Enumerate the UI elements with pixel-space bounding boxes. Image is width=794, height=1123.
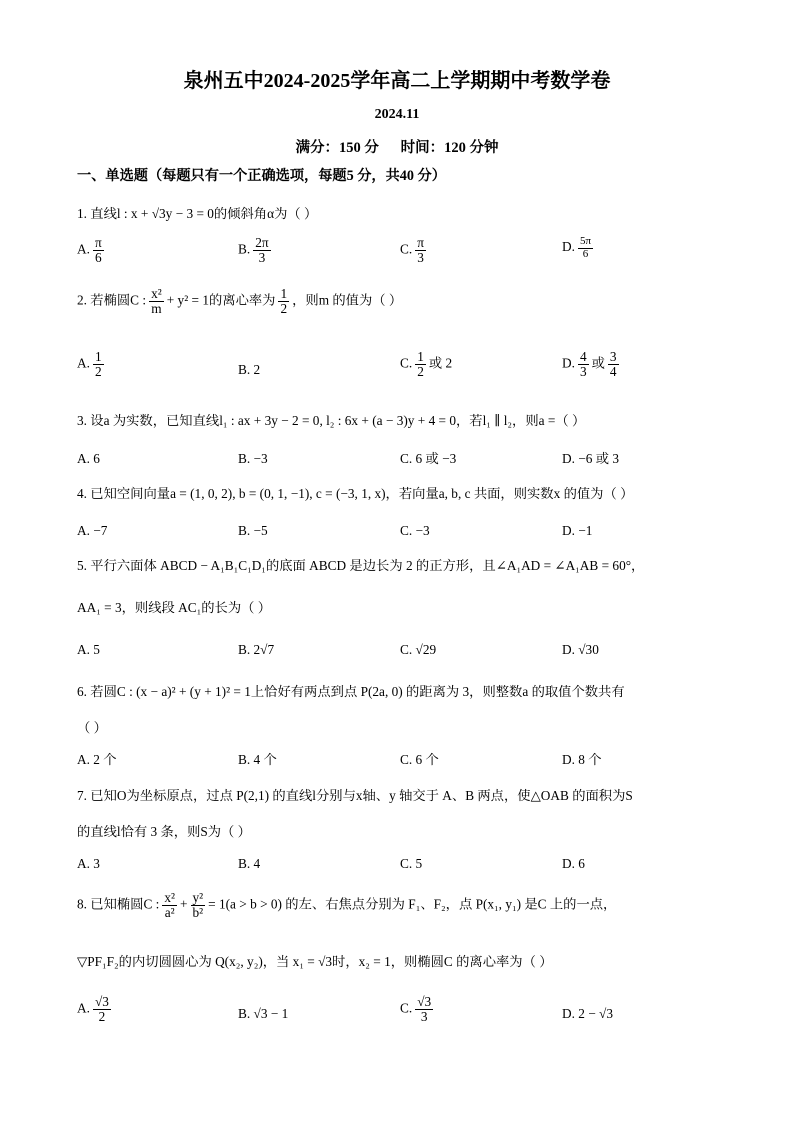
question-1-stem: 1. 直线l : x + √3y − 3 = 0的倾斜角α为（ ） — [77, 206, 318, 221]
q6-option-c: C. 6 个 — [400, 752, 439, 767]
question-6-stem-line-1: 6. 若圆C : (x − a)² + (y + 1)² = 1上恰好有两点到点 P(2a, 0) 的距离为 3，则整数a 的取值个数共有 — [77, 684, 625, 699]
q7-option-a: A. 3 — [77, 856, 100, 871]
question-7-stem-line-1: 7. 已知O为坐标原点，过点 P(2,1) 的直线l分别与x轴、y 轴交于 A、B 两点，使△OAB 的面积为S — [77, 788, 633, 803]
q8-option-c: C. $\frac{√3}{3}$ — [400, 994, 432, 1024]
q3-option-a: A. 6 — [77, 451, 100, 466]
exam-meta: 满分：150 分 时间：120 分钟 — [295, 140, 499, 156]
q4-option-b: B. −5 — [238, 523, 268, 538]
q5-option-b: B. 2√7 — [238, 642, 275, 657]
q1-option-a: A. $\frac{\pi}{6}$ — [77, 235, 102, 265]
question-4-stem: 4. 已知空间向量a = (1, 0, 2), b = (0, 1, −1), c = (−3, 1, x)，若向量a, b, c 共面，则实数x 的值为（ ） — [77, 486, 634, 501]
q4-option-a: A. −7 — [77, 523, 108, 538]
question-5-stem-line-1: 5. 平行六面体 ABCD − A₁B₁C₁D₁的底面 ABCD 是边长为 2 的正方形，且∠A₁AD = ∠A₁AB = 60°， — [77, 558, 645, 573]
q5-option-c: C. √29 — [400, 642, 437, 657]
q4-option-c: C. −3 — [400, 523, 430, 538]
q2-option-d: D. $\frac{4}{3}$ 或 $\frac{3}{4}$ — [562, 349, 617, 379]
exam-title: 泉州五中2024-2025学年高二上学期期中考数学卷 — [183, 70, 611, 92]
q3-option-c: C. 6 或 −3 — [400, 451, 457, 466]
q7-option-c: C. 5 — [400, 856, 423, 871]
q8-option-d: D. 2 − √3 — [562, 1006, 613, 1021]
q1-option-c: C. $\frac{\pi}{3}$ — [400, 235, 424, 265]
question-6-stem-line-2: （ ） — [77, 720, 107, 735]
q2-option-b: B. 2 — [238, 362, 261, 377]
q2-option-c: C. $\frac{1}{2}$ 或 2 — [400, 349, 453, 379]
q7-option-b: B. 4 — [238, 856, 261, 871]
question-8-stem-line-2: ▽PF₁F₂的内切圆圆心为 Q(x₂, y₂)，当 x₁ = √3时，x₂ = 1，则椭圆C 的离心率为（ ） — [77, 954, 553, 969]
question-8-stem-line-1: 8. 已知椭圆C : $\frac{\text{x²}}{\text{a²}}$ + $\frac{\text{y²}}{\text{b²}}$ = 1(a > b > 0) 的左、右焦点分别为 F₁、F₂，点 P(x₁, y₁) 是C 上的一点， — [77, 890, 617, 920]
q6-option-d: D. 8 个 — [562, 752, 602, 767]
exam-date: 2024.11 — [374, 107, 420, 122]
q8-option-b: B. √3 − 1 — [238, 1006, 289, 1021]
question-3-stem: 3. 设a 为实数，已知直线l₁ : ax + 3y − 2 = 0, l₂ : 6x + (a − 3)y + 4 = 0，若l₁ ∥ l₂，则a =（ ） — [77, 413, 586, 428]
q1-option-d: D. $\frac{5\pi}{6}$ — [562, 235, 591, 260]
q1-option-b: B. $\frac{2\pi}{3}$ — [238, 235, 269, 265]
q5-option-a: A. 5 — [77, 642, 100, 657]
q5-option-d: D. √30 — [562, 642, 599, 657]
q2-option-a: A. $\frac{1}{2}$ — [77, 349, 102, 379]
q6-option-b: B. 4 个 — [238, 752, 277, 767]
q8-option-a: A. $\frac{√3}{2}$ — [77, 994, 109, 1024]
question-2-stem: 2. 若椭圆C : $\frac{\text{x²}}{m}$ + y² = 1的离心率为 $\frac{1}{2}$ ，则m 的值为（ ） — [77, 286, 403, 316]
q7-option-d: D. 6 — [562, 856, 585, 871]
question-5-stem-line-2: AA₁ = 3，则线段 AC₁的长为（ ） — [77, 600, 272, 615]
q4-option-d: D. −1 — [562, 523, 593, 538]
q3-option-d: D. −6 或 3 — [562, 451, 619, 466]
section-heading: 一、单选题（每题只有一个正确选项，每题5 分，共40 分） — [77, 168, 446, 184]
q6-option-a: A. 2 个 — [77, 752, 117, 767]
question-7-stem-line-2: 的直线l恰有 3 条，则S为（ ） — [77, 824, 251, 839]
q3-option-b: B. −3 — [238, 451, 268, 466]
